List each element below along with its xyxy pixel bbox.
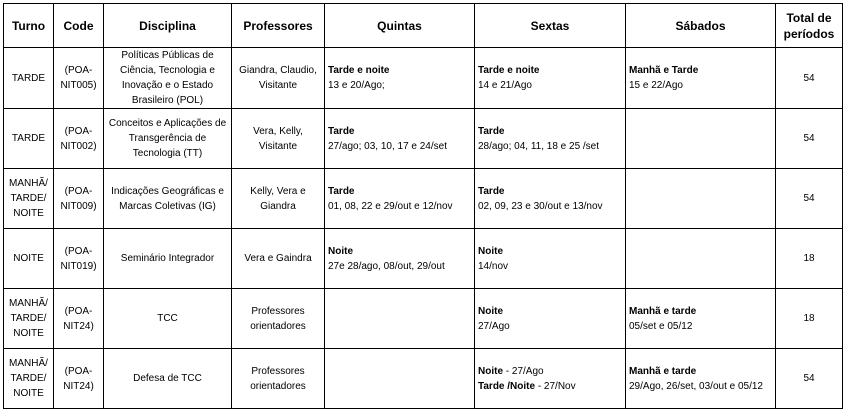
quintas-cell xyxy=(325,289,475,349)
code-cell xyxy=(54,229,104,289)
total-cell: 54 xyxy=(776,48,843,109)
professores-cell xyxy=(232,109,325,169)
sextas-cell xyxy=(475,109,626,169)
header-total-line2: períodos xyxy=(783,26,835,41)
turno-text: MANHÃ/ xyxy=(9,358,48,369)
code-cell xyxy=(54,48,104,109)
sextas-cell xyxy=(475,169,626,229)
total-cell: 18 xyxy=(776,229,843,289)
table-row xyxy=(4,169,843,229)
header-quintas: Quintas xyxy=(325,4,475,48)
disciplina-text: Ciência, Tecnologia e xyxy=(120,65,215,76)
total-cell: 54 xyxy=(776,349,843,409)
code-text: (POA- xyxy=(64,245,93,257)
code-text: NIT002) xyxy=(60,140,97,152)
header-total-line1: Total de xyxy=(786,10,832,25)
code-text: (POA- xyxy=(64,365,93,377)
header-turno: Turno xyxy=(4,4,54,48)
quintas-cell xyxy=(325,109,475,169)
total-cell: 18 xyxy=(776,289,843,349)
quintas-dates: 27e 28/ago, 08/out, 29/out xyxy=(328,260,445,272)
sextas-dates: 28/ago; 04, 11, 18 e 25 /set xyxy=(478,140,600,152)
disciplina-text: Inovação e o Estado xyxy=(121,80,214,91)
sabados-dates: 29/Ago, 26/set, 03/out e 05/12 xyxy=(629,380,763,392)
quintas-cell xyxy=(325,169,475,229)
code-text: NIT005) xyxy=(60,80,97,91)
sextas-dates: 27/Ago xyxy=(478,320,510,332)
sabados-cell xyxy=(626,289,776,349)
quintas-shift: Tarde e noite xyxy=(328,65,390,76)
professores-text: Visitante xyxy=(258,80,298,91)
sabados-dates: 05/set e 05/12 xyxy=(629,320,693,332)
disciplina-text: Transgerência de xyxy=(128,133,207,144)
disciplina-cell xyxy=(104,229,232,289)
sextas-dates: - 27/Nov xyxy=(535,380,576,392)
quintas-shift: Tarde xyxy=(328,185,355,197)
professores-text: Kelly, Vera e xyxy=(250,185,306,197)
turno-cell xyxy=(4,229,54,289)
disciplina-text: Tecnologia (TT) xyxy=(132,148,203,159)
table-row xyxy=(4,109,843,169)
turno-text: NOITE xyxy=(13,328,44,339)
table-row xyxy=(4,48,843,109)
professores-text: Giandra xyxy=(260,200,296,212)
turno-cell xyxy=(4,109,54,169)
disciplina-cell xyxy=(104,289,232,349)
sextas-cell xyxy=(475,349,626,409)
code-cell xyxy=(54,289,104,349)
professores-text: Professores xyxy=(251,305,305,317)
disciplina-text: Indicações Geográficas e xyxy=(111,185,224,197)
sextas-shift: Noite xyxy=(478,365,503,377)
sextas-shift: Tarde /Noite xyxy=(478,380,536,392)
professores-cell xyxy=(232,48,325,109)
disciplina-text: Políticas Públicas de xyxy=(121,50,214,61)
sextas-cell xyxy=(475,289,626,349)
code-text: (POA- xyxy=(64,65,93,76)
professores-cell xyxy=(232,229,325,289)
sabados-cell xyxy=(626,349,776,409)
professores-text: Giandra, Claudio, xyxy=(239,65,317,76)
table-row xyxy=(4,229,843,289)
table-row xyxy=(4,349,843,409)
turno-text: MANHÃ/ xyxy=(9,178,48,189)
turno-cell xyxy=(4,289,54,349)
disciplina-text: Marcas Coletivas (IG) xyxy=(119,200,216,212)
professores-text: Visitante xyxy=(258,140,298,152)
professores-cell xyxy=(232,349,325,409)
header-professores: Professores xyxy=(232,4,325,48)
schedule-table xyxy=(3,3,843,409)
sextas-cell xyxy=(475,48,626,109)
turno-text: TARDE/ xyxy=(10,193,47,204)
code-text: (POA- xyxy=(64,305,93,317)
table-row xyxy=(4,289,843,349)
sabados-shift: Manhã e Tarde xyxy=(629,65,699,76)
header-sextas: Sextas xyxy=(475,4,626,48)
professores-cell xyxy=(232,169,325,229)
sabados-cell xyxy=(626,48,776,109)
professores-cell xyxy=(232,289,325,349)
quintas-dates: 27/ago; 03, 10, 17 e 24/set xyxy=(328,140,447,152)
sextas-line xyxy=(478,364,622,379)
professores-text: Vera, Kelly, xyxy=(253,125,303,137)
quintas-shift: Noite xyxy=(328,245,353,257)
disciplina-cell xyxy=(104,109,232,169)
sextas-dates: 14/nov xyxy=(478,260,509,272)
turno-cell xyxy=(4,349,54,409)
code-text: NIT24) xyxy=(63,320,94,332)
sabados-cell xyxy=(626,109,776,169)
sabados-dates: 15 e 22/Ago xyxy=(629,80,683,91)
turno-text: NOITE xyxy=(13,208,44,219)
header-total xyxy=(776,4,843,48)
sextas-dates: - 27/Ago xyxy=(503,365,544,377)
quintas-cell xyxy=(325,48,475,109)
header-sabados: Sábados xyxy=(626,4,776,48)
turno-text: TARDE xyxy=(11,72,46,84)
sextas-line xyxy=(478,379,622,394)
disciplina-cell xyxy=(104,169,232,229)
sextas-dates: 14 e 21/Ago xyxy=(478,80,532,91)
turno-text: TARDE/ xyxy=(10,313,47,324)
quintas-dates: 13 e 20/Ago; xyxy=(328,80,385,91)
total-cell: 54 xyxy=(776,109,843,169)
code-text: NIT009) xyxy=(60,200,97,212)
sextas-dates: 02, 09, 23 e 30/out e 13/nov xyxy=(478,200,603,212)
sextas-shift: Noite xyxy=(478,245,503,257)
disciplina-cell xyxy=(104,349,232,409)
sabados-shift: Manhã e tarde xyxy=(629,365,697,377)
code-text: NIT019) xyxy=(60,260,97,272)
sextas-shift: Noite xyxy=(478,305,503,317)
sextas-shift: Tarde e noite xyxy=(478,65,540,76)
disciplina-text: Brasileiro (POL) xyxy=(131,95,204,106)
quintas-cell xyxy=(325,349,475,409)
professores-text: orientadores xyxy=(250,380,306,392)
disciplina-text: Seminário Integrador xyxy=(120,253,215,264)
code-text: (POA- xyxy=(64,185,93,197)
quintas-dates: 01, 08, 22 e 29/out e 12/nov xyxy=(328,200,453,212)
disciplina-text: Conceitos e Aplicações de xyxy=(108,118,227,129)
code-cell xyxy=(54,109,104,169)
sabados-cell xyxy=(626,229,776,289)
professores-text: Professores xyxy=(251,365,305,377)
sextas-shift: Tarde xyxy=(478,185,505,197)
code-text: (POA- xyxy=(64,125,93,137)
disciplina-text: Defesa de TCC xyxy=(133,373,202,384)
total-cell: 54 xyxy=(776,169,843,229)
header-disciplina: Disciplina xyxy=(104,4,232,48)
turno-cell xyxy=(4,169,54,229)
code-text: NIT24) xyxy=(63,380,94,392)
header-code: Code xyxy=(54,4,104,48)
sabados-shift: Manhã e tarde xyxy=(629,305,697,317)
disciplina-cell xyxy=(104,48,232,109)
quintas-shift: Tarde xyxy=(328,125,355,137)
disciplina-text: TCC xyxy=(157,313,178,324)
code-cell xyxy=(54,349,104,409)
turno-text: NOITE xyxy=(13,253,44,264)
code-cell xyxy=(54,169,104,229)
header-row xyxy=(4,4,843,48)
turno-text: NOITE xyxy=(13,388,44,399)
professores-text: Vera e Gaindra xyxy=(244,253,312,264)
professores-text: orientadores xyxy=(250,320,306,332)
quintas-cell xyxy=(325,229,475,289)
turno-cell xyxy=(4,48,54,109)
turno-text: MANHÃ/ xyxy=(9,298,48,309)
sabados-cell xyxy=(626,169,776,229)
turno-text: TARDE/ xyxy=(10,373,47,384)
sextas-shift: Tarde xyxy=(478,125,505,137)
turno-text: TARDE xyxy=(11,133,46,144)
sextas-cell xyxy=(475,229,626,289)
